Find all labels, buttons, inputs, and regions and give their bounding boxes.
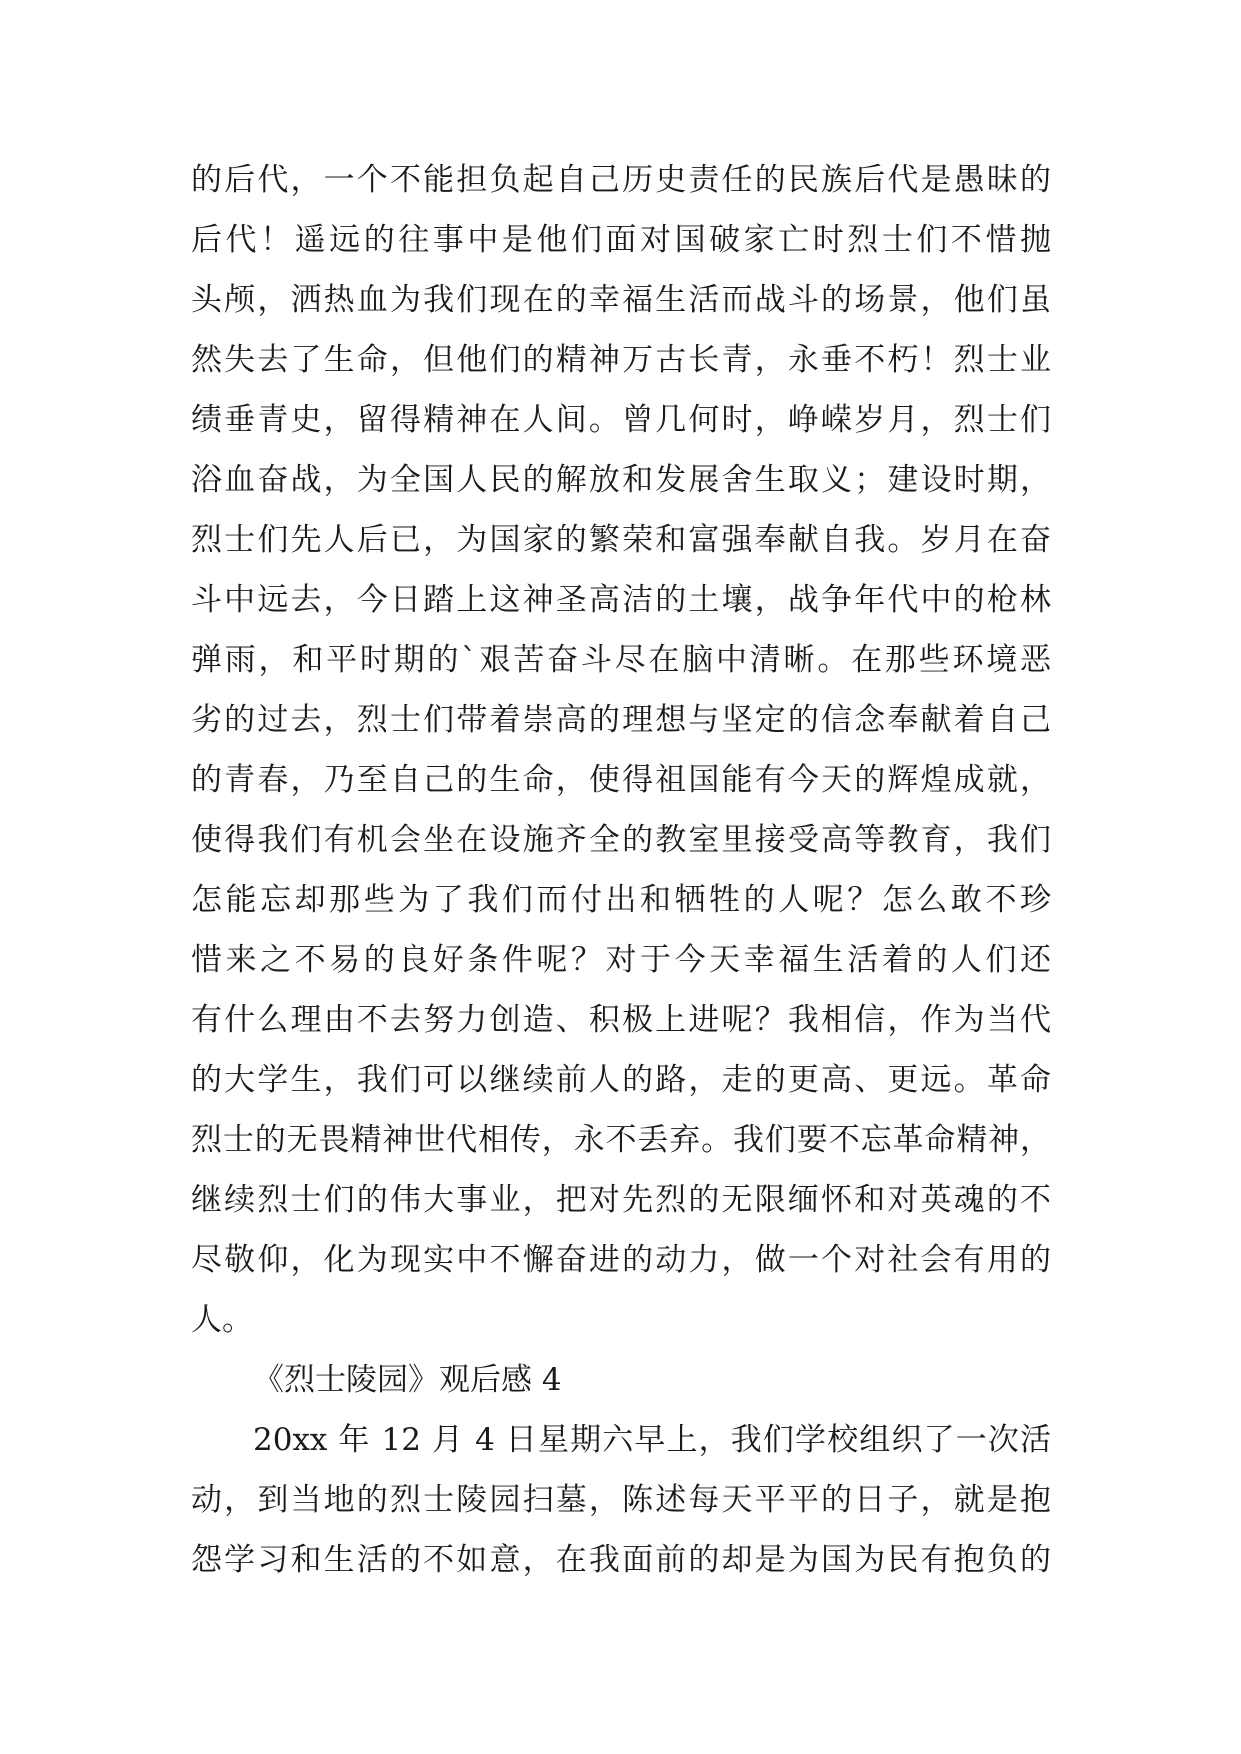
- text-line: 使得我们有机会坐在设施齐全的教室里接受高等教育，我们: [191, 822, 1051, 858]
- text-line: 动，到当地的烈士陵园扫墓，陈述每天平平的日子，就是抱: [191, 1482, 1051, 1518]
- text-line: 然失去了生命，但他们的精神万古长青，永垂不朽！烈士业: [191, 342, 1051, 378]
- text-line: 斗中远去，今日踏上这神圣高洁的土壤，战争年代中的枪林: [191, 582, 1051, 618]
- text-line: 的大学生，我们可以继续前人的路，走的更高、更远。革命: [191, 1062, 1051, 1098]
- text-line: 烈士们先人后已，为国家的繁荣和富强奉献自我。岁月在奋: [191, 522, 1051, 558]
- document-body: [191, 150, 1051, 1590]
- section-heading: 《烈士陵园》观后感 4: [253, 1362, 562, 1398]
- text-line: 劣的过去，烈士们带着崇高的理想与坚定的信念奉献着自己: [191, 702, 1051, 738]
- text-line: 的后代，一个不能担负起自己历史责任的民族后代是愚昧的: [191, 162, 1051, 198]
- text-line: 头颅，洒热血为我们现在的幸福生活而战斗的场景，他们虽: [191, 282, 1051, 318]
- text-line: 人。: [191, 1302, 253, 1338]
- text-line: 20xx 年 12 月 4 日星期六早上，我们学校组织了一次活: [253, 1422, 1051, 1458]
- text-line: 惜来之不易的良好条件呢？对于今天幸福生活着的人们还: [191, 942, 1051, 978]
- text-line: 继续烈士们的伟大事业，把对先烈的无限缅怀和对英魂的不: [191, 1182, 1051, 1218]
- text-line: 的青春，乃至自己的生命，使得祖国能有今天的辉煌成就，: [191, 762, 1051, 798]
- text-line: 怎能忘却那些为了我们而付出和牺牲的人呢？怎么敢不珍: [191, 882, 1051, 918]
- paragraph: [191, 1410, 1051, 1590]
- text-line: 有什么理由不去努力创造、积极上进呢？我相信，作为当代: [191, 1002, 1051, 1038]
- text-line: 烈士的无畏精神世代相传，永不丢弃。我们要不忘革命精神，: [191, 1122, 1051, 1158]
- text-line: 怨学习和生活的不如意，在我面前的却是为国为民有抱负的: [191, 1542, 1051, 1578]
- text-line: 后代！遥远的往事中是他们面对国破家亡时烈士们不惜抛: [191, 222, 1051, 258]
- text-line: 弹雨，和平时期的`艰苦奋斗尽在脑中清晰。在那些环境恶: [191, 642, 1051, 678]
- text-line: 绩垂青史，留得精神在人间。曾几何时，峥嵘岁月，烈士们: [191, 402, 1051, 438]
- paragraph: [191, 150, 1051, 1350]
- text-line: 浴血奋战，为全国人民的解放和发展舍生取义；建设时期，: [191, 462, 1051, 498]
- text-line: 尽敬仰，化为现实中不懈奋进的动力，做一个对社会有用的: [191, 1242, 1051, 1278]
